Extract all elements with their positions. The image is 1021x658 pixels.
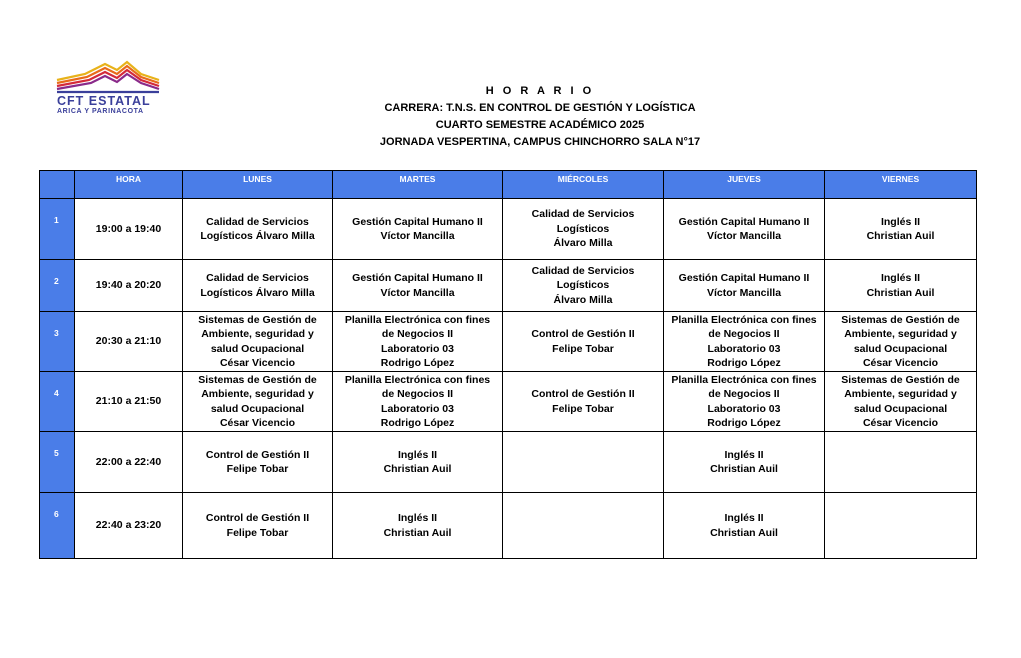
class-cell-martes: [333, 199, 503, 260]
class-cell-line: Víctor Mancilla: [380, 286, 455, 299]
class-cell-martes: [333, 312, 503, 372]
class-cell-line: Planilla Electrónica con fines: [344, 373, 491, 386]
class-cell-line: Christian Auil: [866, 230, 935, 242]
schedule-table: [39, 170, 977, 559]
table-row: [40, 312, 977, 372]
class-cell-line: Ambiente, seguridad y: [844, 388, 957, 400]
class-cell-line: Calidad de Servicios: [531, 264, 635, 277]
class-cell-line: Rodrigo López: [380, 357, 455, 369]
column-header-viernes: VIERNES: [825, 171, 977, 199]
column-header-miercoles: MIÉRCOLES: [503, 171, 664, 199]
class-cell-lunes: [183, 432, 333, 493]
class-cell-line: Control de Gestión II: [531, 388, 635, 400]
class-cell-line: Gestión Capital Humano II: [352, 215, 483, 228]
class-cell-line: César Vicencio: [219, 357, 296, 369]
class-cell-line: Calidad de Servicios: [531, 208, 635, 221]
class-cell-line: Planilla Electrónica con fines: [671, 373, 817, 386]
class-cell-line: Calidad de Servicios: [206, 215, 309, 228]
class-cell-miercoles: [503, 432, 664, 493]
class-cell-line: Christian Auil: [710, 526, 778, 539]
class-cell-line: Control de Gestión II: [205, 448, 310, 461]
column-header: [40, 171, 75, 199]
table-header-row: [40, 171, 977, 199]
class-cell-line: Logísticos Álvaro Milla: [200, 230, 315, 242]
class-cell-line: Rodrigo López: [707, 417, 781, 429]
class-cell-line: Álvaro Milla: [553, 237, 613, 250]
class-cell-line: Laboratorio 03: [381, 342, 454, 355]
class-cell-line: Inglés II: [397, 512, 438, 524]
class-cell-line: Sistemas de Gestión de: [198, 373, 317, 386]
class-cell-line: Laboratorio 03: [707, 342, 781, 355]
class-cell-line: Ambiente, seguridad y: [201, 388, 314, 400]
career-line: CARRERA: T.N.S. EN CONTROL DE GESTIÓN Y LOGÍSTICA: [384, 102, 696, 114]
time-cell: 22:40 a 23:20: [75, 493, 183, 559]
class-cell-jueves: [664, 372, 825, 432]
class-cell-line: Álvaro Milla: [553, 293, 613, 306]
class-cell-line: de Negocios II: [381, 328, 454, 340]
class-cell-line: Laboratorio 03: [707, 402, 781, 415]
time-cell: 22:00 a 22:40: [75, 432, 183, 493]
class-cell-line: Christian Auil: [383, 463, 452, 475]
class-cell-line: Gestión Capital Humano II: [678, 215, 810, 228]
class-cell-line: Víctor Mancilla: [706, 286, 782, 299]
row-number: 4: [40, 372, 75, 432]
class-cell-line: salud Ocupacional: [210, 342, 305, 355]
column-header-lunes: LUNES: [183, 171, 333, 199]
logo-name: CFT ESTATAL: [57, 94, 151, 108]
class-cell-line: Víctor Mancilla: [380, 230, 455, 242]
class-cell-line: Rodrigo López: [707, 357, 781, 369]
class-cell-line: salud Ocupacional: [853, 402, 948, 415]
class-cell-viernes: [825, 199, 977, 260]
class-cell-line: Felipe Tobar: [552, 402, 614, 415]
class-cell-viernes: [825, 260, 977, 312]
class-cell-line: Inglés II: [880, 272, 921, 284]
class-cell-line: Ambiente, seguridad y: [201, 328, 314, 340]
time-cell: 19:40 a 20:20: [75, 260, 183, 312]
class-cell-line: Víctor Mancilla: [706, 230, 782, 242]
table-row: [40, 432, 977, 493]
class-cell-martes: [333, 493, 503, 559]
class-cell-viernes: [825, 493, 977, 559]
cft-logo: [55, 58, 161, 114]
class-cell-line: Logísticos: [556, 222, 610, 235]
class-cell-miercoles: [503, 312, 664, 372]
class-cell-miercoles: [503, 260, 664, 312]
class-cell-line: de Negocios II: [708, 328, 780, 340]
class-cell-line: Felipe Tobar: [552, 342, 614, 355]
class-cell-line: salud Ocupacional: [853, 342, 948, 355]
class-cell-line: Gestión Capital Humano II: [678, 272, 810, 284]
class-cell-line: Logísticos Álvaro Milla: [200, 286, 315, 299]
time-cell: 19:00 a 19:40: [75, 199, 183, 260]
class-cell-line: Planilla Electrónica con fines: [344, 313, 491, 326]
class-cell-viernes: [825, 432, 977, 493]
class-cell-line: César Vicencio: [862, 357, 939, 369]
class-cell-line: Laboratorio 03: [381, 402, 454, 415]
time-cell: 20:30 a 21:10: [75, 312, 183, 372]
class-cell-lunes: [183, 372, 333, 432]
class-cell-line: salud Ocupacional: [210, 402, 305, 415]
session-line: JORNADA VESPERTINA, CAMPUS CHINCHORRO SALA N°17: [379, 136, 701, 148]
column-header-martes: MARTES: [333, 171, 503, 199]
class-cell-line: Rodrigo López: [380, 417, 455, 429]
class-cell-jueves: [664, 432, 825, 493]
row-number: 6: [40, 493, 75, 559]
time-cell: 21:10 a 21:50: [75, 372, 183, 432]
page-title: H O R A R I O: [485, 85, 595, 97]
class-cell-martes: [333, 432, 503, 493]
row-number: 3: [40, 312, 75, 372]
class-cell-line: Control de Gestión II: [531, 328, 635, 340]
logo-subtitle: ARICA Y PARINACOTA: [57, 108, 144, 115]
semester-line: CUARTO SEMESTRE ACADÉMICO 2025: [435, 119, 645, 131]
class-cell-lunes: [183, 493, 333, 559]
row-number: 5: [40, 432, 75, 493]
class-cell-line: Inglés II: [397, 448, 438, 461]
row-number: 2: [40, 260, 75, 312]
class-cell-line: Christian Auil: [866, 286, 935, 299]
class-cell-line: César Vicencio: [862, 417, 939, 429]
class-cell-line: César Vicencio: [219, 417, 296, 429]
class-cell-line: Logísticos: [556, 279, 610, 292]
column-header-hora: HORA: [75, 171, 183, 199]
table-row: [40, 260, 977, 312]
column-header-jueves: JUEVES: [664, 171, 825, 199]
class-cell-line: Ambiente, seguridad y: [844, 328, 957, 340]
mountain-logo-icon: [55, 58, 161, 94]
class-cell-martes: [333, 260, 503, 312]
class-cell-line: Inglés II: [880, 215, 921, 228]
class-cell-line: Christian Auil: [710, 463, 778, 475]
class-cell-line: Christian Auil: [383, 526, 452, 539]
class-cell-line: Planilla Electrónica con fines: [671, 313, 817, 326]
class-cell-jueves: [664, 312, 825, 372]
class-cell-line: Sistemas de Gestión de: [198, 313, 317, 326]
class-cell-line: Calidad de Servicios: [206, 272, 309, 284]
table-row: [40, 199, 977, 260]
class-cell-line: de Negocios II: [381, 388, 454, 400]
table-row: [40, 372, 977, 432]
class-cell-martes: [333, 372, 503, 432]
class-cell-lunes: [183, 312, 333, 372]
class-cell-lunes: [183, 260, 333, 312]
class-cell-lunes: [183, 199, 333, 260]
schedule-header: [340, 83, 740, 151]
table-row: [40, 493, 977, 559]
class-cell-line: Felipe Tobar: [226, 463, 289, 475]
row-number: 1: [40, 199, 75, 260]
class-cell-jueves: [664, 493, 825, 559]
class-cell-miercoles: [503, 493, 664, 559]
class-cell-viernes: [825, 312, 977, 372]
class-cell-viernes: [825, 372, 977, 432]
class-cell-line: Felipe Tobar: [226, 526, 289, 539]
class-cell-miercoles: [503, 199, 664, 260]
class-cell-line: de Negocios II: [708, 388, 780, 400]
class-cell-line: Control de Gestión II: [205, 512, 310, 524]
class-cell-line: Inglés II: [724, 448, 764, 461]
class-cell-line: Sistemas de Gestión de: [841, 373, 960, 386]
class-cell-line: Inglés II: [724, 512, 764, 524]
class-cell-line: Gestión Capital Humano II: [352, 272, 483, 284]
class-cell-line: Sistemas de Gestión de: [841, 313, 960, 326]
class-cell-jueves: [664, 260, 825, 312]
class-cell-miercoles: [503, 372, 664, 432]
class-cell-jueves: [664, 199, 825, 260]
